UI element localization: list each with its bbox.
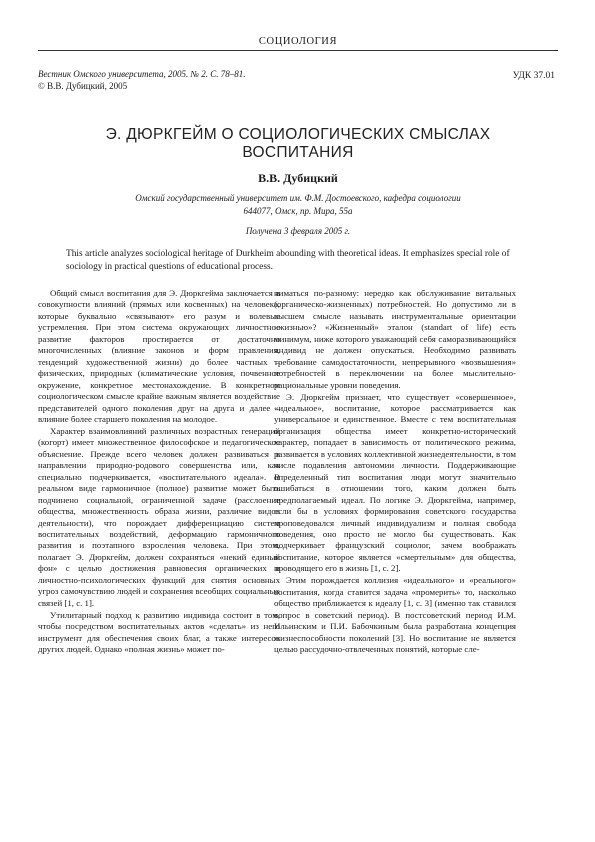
body-column-left xyxy=(38,288,280,656)
author-name: В.В. Дубицкий xyxy=(258,171,338,185)
body-column-right xyxy=(274,288,516,656)
udk-code: УДК 37.01 xyxy=(512,71,555,81)
paragraph: ниматься по-разному: нередко как обслуживание витальных (органическо-жизненных) потребностей. Но допустимо ли в высшем смысле называть инструментальные ориентации «жизнью»? «Жизненный» эталон (standart of life) есть минимум, ниже которого уважающий себя саморазвивающийся индивид не должен опускаться. Необходимо развивать требование самодостаточности, непрерывного «возвышения» потребностей в переключении на более мыслительно-рациональные уровни поведения. xyxy=(274,288,516,390)
affiliation xyxy=(38,192,558,218)
paragraph: Э. Дюркгейм признает, что существует «совершенное», «идеальное», воспитание, которое рассматривается как универсальное и единственное. Вместе с тем воспитательная организация общества имеет конкретно-исторический характер, попадает в зависимость от политического режима, развивается в условиях коллективной жизнедеятельности, в том числе подавления автономии личности. Поддерживающие определенный тип воспитания люди могут значительно ошибаться в отношении того, каким должен быть предполагаемый идеал. По логике Э. Дюркгейма, например, если бы в условиях формирования советского государства проповедовался личный индивидуализм и полная свобода поведения, оно просто не могло бы существовать. Как подчеркивает французский социолог, зачем воображать воспитание, которое является «смертельным» для общества, проводящего его в жизнь [1, с. 2]. xyxy=(274,391,516,574)
abstract: This article analyzes sociological heritage of Durkheim abounding with theoretical ideas. It emphasizes special role of sociology in practical questions of educational process. xyxy=(66,249,510,272)
paragraph: Этим порождается коллизия «идеального» и «реального» воспитания, когда ставится задача «промерить» то, насколько общество приближается к идеалу [1, с. 3] (именно так ставился вопрос в советский период). В постсоветский период И.М. Ильинским и П.И. Бабочкиным была разработана концепция жизнеспособности поколений [3]. Но воспитание не является целью рассудочно-отвлеченных понятий, которые сле- xyxy=(274,575,516,655)
copyright-line: © В.В. Дубицкий, 2005 xyxy=(38,80,128,91)
title-line-2: ВОСПИТАНИЯ xyxy=(242,144,354,161)
section-header: СОЦИОЛОГИЯ xyxy=(258,36,338,47)
affiliation-line-1: Омский государственный университет им. Ф.М. Достоевского, кафедра социологии xyxy=(135,193,461,203)
journal-citation xyxy=(38,69,246,92)
header-rule xyxy=(38,50,558,51)
paragraph: Общий смысл воспитания для Э. Дюркгейма заключается в совокупности влияний (прямых или косвенных) на человека, которые буквально «связывают» его разум и волевые устремления. При этом система окружающих личностное развитие факторов простирается от достаточно многочисленных (влияние законов и форм правления, тенденций художественной жизни) до более частных – физических, природных (климатические условия, почвенное окружение, конкретное местонахождение. В конкретном социологическом смысле крайне важным является воздействие представителей одного поколения друг на друга и далее – влияние более старшего поколения на молодое. xyxy=(38,288,280,424)
article-title xyxy=(38,126,558,162)
affiliation-line-2: 644077, Омск, пр. Мира, 55а xyxy=(243,206,353,216)
title-line-1: Э. ДЮРКГЕЙМ О СОЦИОЛОГИЧЕСКИХ СМЫСЛАХ xyxy=(105,126,491,143)
journal-line: Вестник Омского университета, 2005. № 2. С. 78–81. xyxy=(38,69,246,79)
received-date: Получена 3 февраля 2005 г. xyxy=(245,226,351,236)
paragraph: Характер взаимовлияний различных возрастных генераций (когорт) имеет множественное философское и педагогическое объяснение. Прежде всего человек должен развиваться в направлении природно-родового совершенства или, как специально подчеркивается, «воспитательного идеала». В реальном виде гармоничное (полное) развитие может быть подчинено социальной, ограниченной задаче (расслоение общества, множественность образа жизни, различие видов деятельности), что порождает дифференциацию систем воспитательных воздействий, деформацию гармоничного развития и поэтапного взросления человека. При этом, полагает Э. Дюркгейм, должен сохраняться «некий единый фон» с целью достижения равновесия органических и личностно-психологических функций для снятия основных угроз самочувствию людей и сохранения всеобщих социальных связей [1, с. 1]. xyxy=(38,425,280,608)
paragraph: Утилитарный подход к развитию индивида состоит в том, чтобы посредством воспитательных актов «сделать» из него инструмент для обеспечения своих благ, а также интересов других людей. Однако «полная жизнь» может по- xyxy=(38,609,280,655)
